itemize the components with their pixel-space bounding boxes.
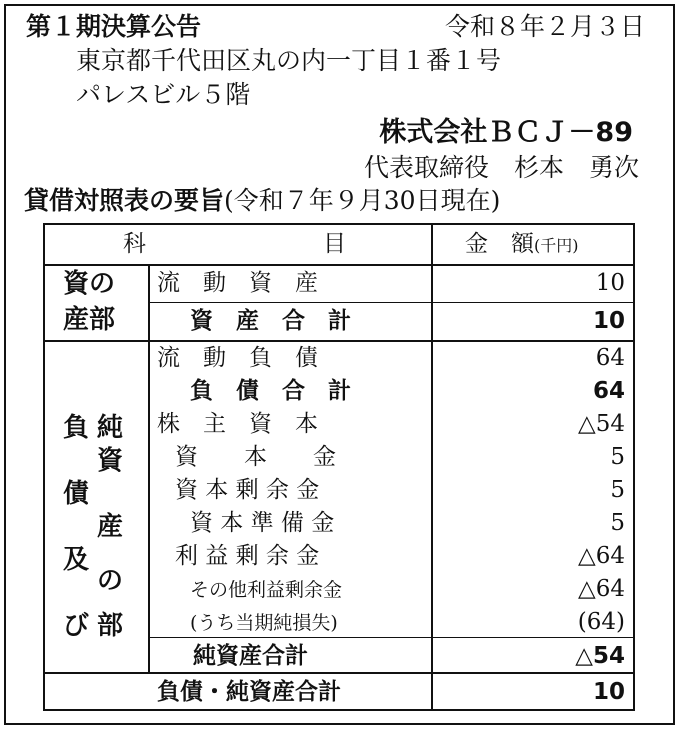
row-other-retained-earnings-label: その他利益剰余金 <box>190 579 343 601</box>
asset-total-divider <box>148 302 633 303</box>
summary-period: (令和７年９月30日現在) <box>224 186 501 215</box>
summary-title: 貸借対照表の要旨 <box>24 186 225 215</box>
row-capital-surplus-label: 資 本 剰 余 金 <box>175 477 320 503</box>
total-row-divider <box>45 672 633 674</box>
col-unit-label: (千円) <box>534 236 579 255</box>
liab-section-char-3: 及 <box>63 545 90 575</box>
liab-section-char-1: 負 <box>63 413 90 443</box>
net-section-char-2: 資 <box>97 446 124 476</box>
net-section-char-5: 部 <box>97 611 124 641</box>
net-assets-total-divider <box>148 637 633 638</box>
row-capital-reserve-label: 資 本 準 備 金 <box>190 510 335 536</box>
notice-title: 第１期決算公告 <box>26 12 202 41</box>
row-capital-stock-label: 資 本 金 <box>175 444 336 470</box>
row-capital-stock-value: 5 <box>610 444 625 470</box>
col-amount-text: 金 額 <box>465 231 534 257</box>
row-total-liabilities-label: 負 債 合 計 <box>190 378 351 404</box>
liab-section-char-2: 債 <box>63 479 90 509</box>
header-divider <box>45 264 633 266</box>
col-subject-label-2: 目 <box>323 231 346 257</box>
summary-heading <box>24 188 500 213</box>
row-total-net-assets-value: △54 <box>575 643 625 669</box>
net-section-char-1: 純 <box>97 413 124 443</box>
assets-section-divider <box>45 340 633 342</box>
row-capital-reserve-value: 5 <box>610 510 625 536</box>
representative: 代表取締役 杉本 勇次 <box>363 153 639 182</box>
row-current-liabilities-value: 64 <box>595 345 625 371</box>
col-subject-label-1: 科 <box>123 231 146 257</box>
address-line-2: パレスビル５階 <box>76 80 251 109</box>
company-name: 株式会社ＢＣＪ－89 <box>379 117 633 148</box>
notice-date: 令和８年２月３日 <box>444 12 645 41</box>
net-section-char-3: 産 <box>97 512 124 542</box>
row-capital-surplus-value: 5 <box>610 477 625 503</box>
row-current-assets-value: 10 <box>595 270 625 296</box>
row-net-loss-label: (うち当期純損失) <box>190 612 338 634</box>
row-other-retained-earnings-value: △64 <box>578 576 625 602</box>
assets-section-label-1: 資の <box>63 269 116 299</box>
row-retained-earnings-value: △64 <box>578 543 625 569</box>
address-line-1: 東京都千代田区丸の内一丁目１番１号 <box>76 46 502 75</box>
row-net-loss-value: (64) <box>577 609 625 635</box>
balance-sheet-table <box>43 223 635 711</box>
section-column-divider <box>148 264 150 672</box>
row-current-assets-label: 流 動 資 産 <box>157 270 318 296</box>
row-total-liab-net-assets-label: 負債・純資産合計 <box>157 679 341 705</box>
row-total-liab-net-assets-value: 10 <box>592 679 625 705</box>
row-current-liabilities-label: 流 動 負 債 <box>157 345 318 371</box>
row-shareholders-equity-label: 株 主 資 本 <box>157 411 318 437</box>
row-shareholders-equity-value: △54 <box>578 411 625 437</box>
row-total-assets-value: 10 <box>592 308 625 334</box>
liab-section-char-4: び <box>63 611 90 641</box>
col-amount-label <box>465 233 579 256</box>
assets-section-label-2: 産部 <box>63 305 116 335</box>
row-retained-earnings-label: 利 益 剰 余 金 <box>175 543 320 569</box>
row-total-assets-label: 資 産 合 計 <box>190 308 351 334</box>
row-total-liabilities-value: 64 <box>592 378 625 404</box>
row-total-net-assets-label: 純資産合計 <box>193 643 308 669</box>
net-section-char-4: の <box>97 566 124 596</box>
